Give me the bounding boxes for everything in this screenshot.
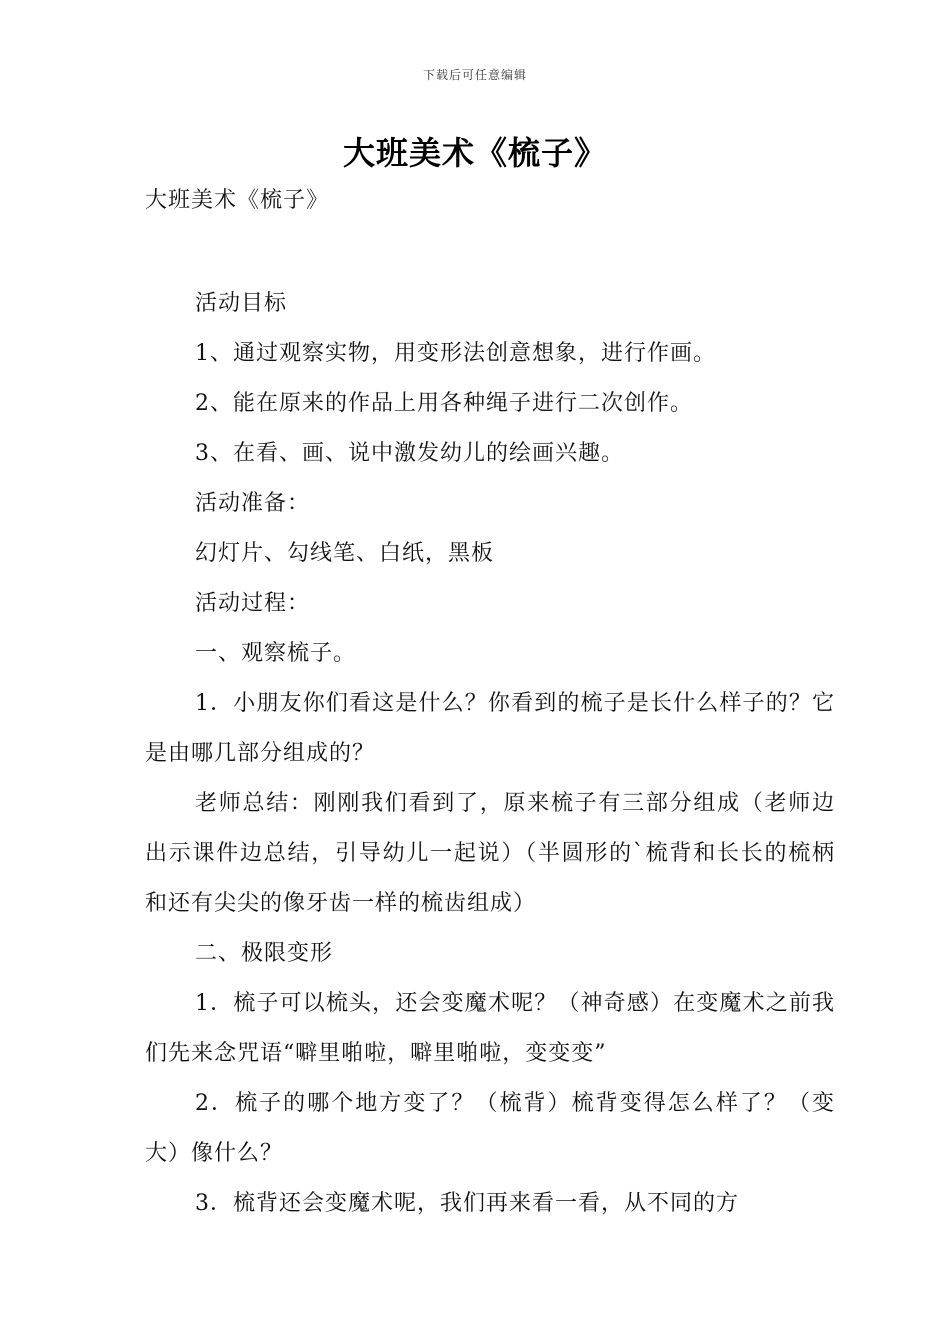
paragraph: 老师总结：刚刚我们看到了，原来梳子有三部分组成（老师边出示课件边总结，引导幼儿一起说）（半圆形的`梳背和长长的梳柄和还有尖尖的像牙齿一样的梳齿组成）	[145, 791, 835, 916]
paragraph: 一、观察梳子。	[195, 641, 357, 666]
paragraph: 1、通过观察实物，用变形法创意想象，进行作画。	[195, 341, 716, 366]
header-note: 下载后可任意编辑	[422, 68, 527, 82]
paragraph: 二、极限变形	[195, 941, 334, 966]
paragraph: 活动准备：	[195, 491, 311, 516]
document-body	[145, 279, 835, 1229]
paragraph: 幻灯片、勾线笔、白纸，黑板	[195, 541, 495, 566]
document-title: 大班美术《梳子》	[342, 134, 607, 172]
paragraph: 3．梳背还会变魔术呢，我们再来看一看，从不同的方	[195, 1191, 739, 1216]
paragraph: 2、能在原来的作品上用各种绳子进行二次创作。	[195, 391, 693, 416]
paragraph: 活动过程：	[195, 591, 311, 616]
paragraph: 1．小朋友你们看这是什么？你看到的梳子是长什么样子的？它是由哪几部分组成的？	[145, 691, 835, 766]
paragraph: 2．梳子的哪个地方变了？（梳背）梳背变得怎么样了？（变大）像什么？	[145, 1091, 835, 1166]
document-subtitle: 大班美术《梳子》	[145, 188, 330, 213]
paragraph: 1．梳子可以梳头，还会变魔术呢？（神奇感）在变魔术之前我们先来念咒语“噼里啪啦，噼里啪啦，变变变”	[145, 991, 835, 1066]
paragraph: 3、在看、画、说中激发幼儿的绘画兴趣。	[195, 441, 624, 466]
paragraph: 活动目标	[195, 291, 288, 316]
